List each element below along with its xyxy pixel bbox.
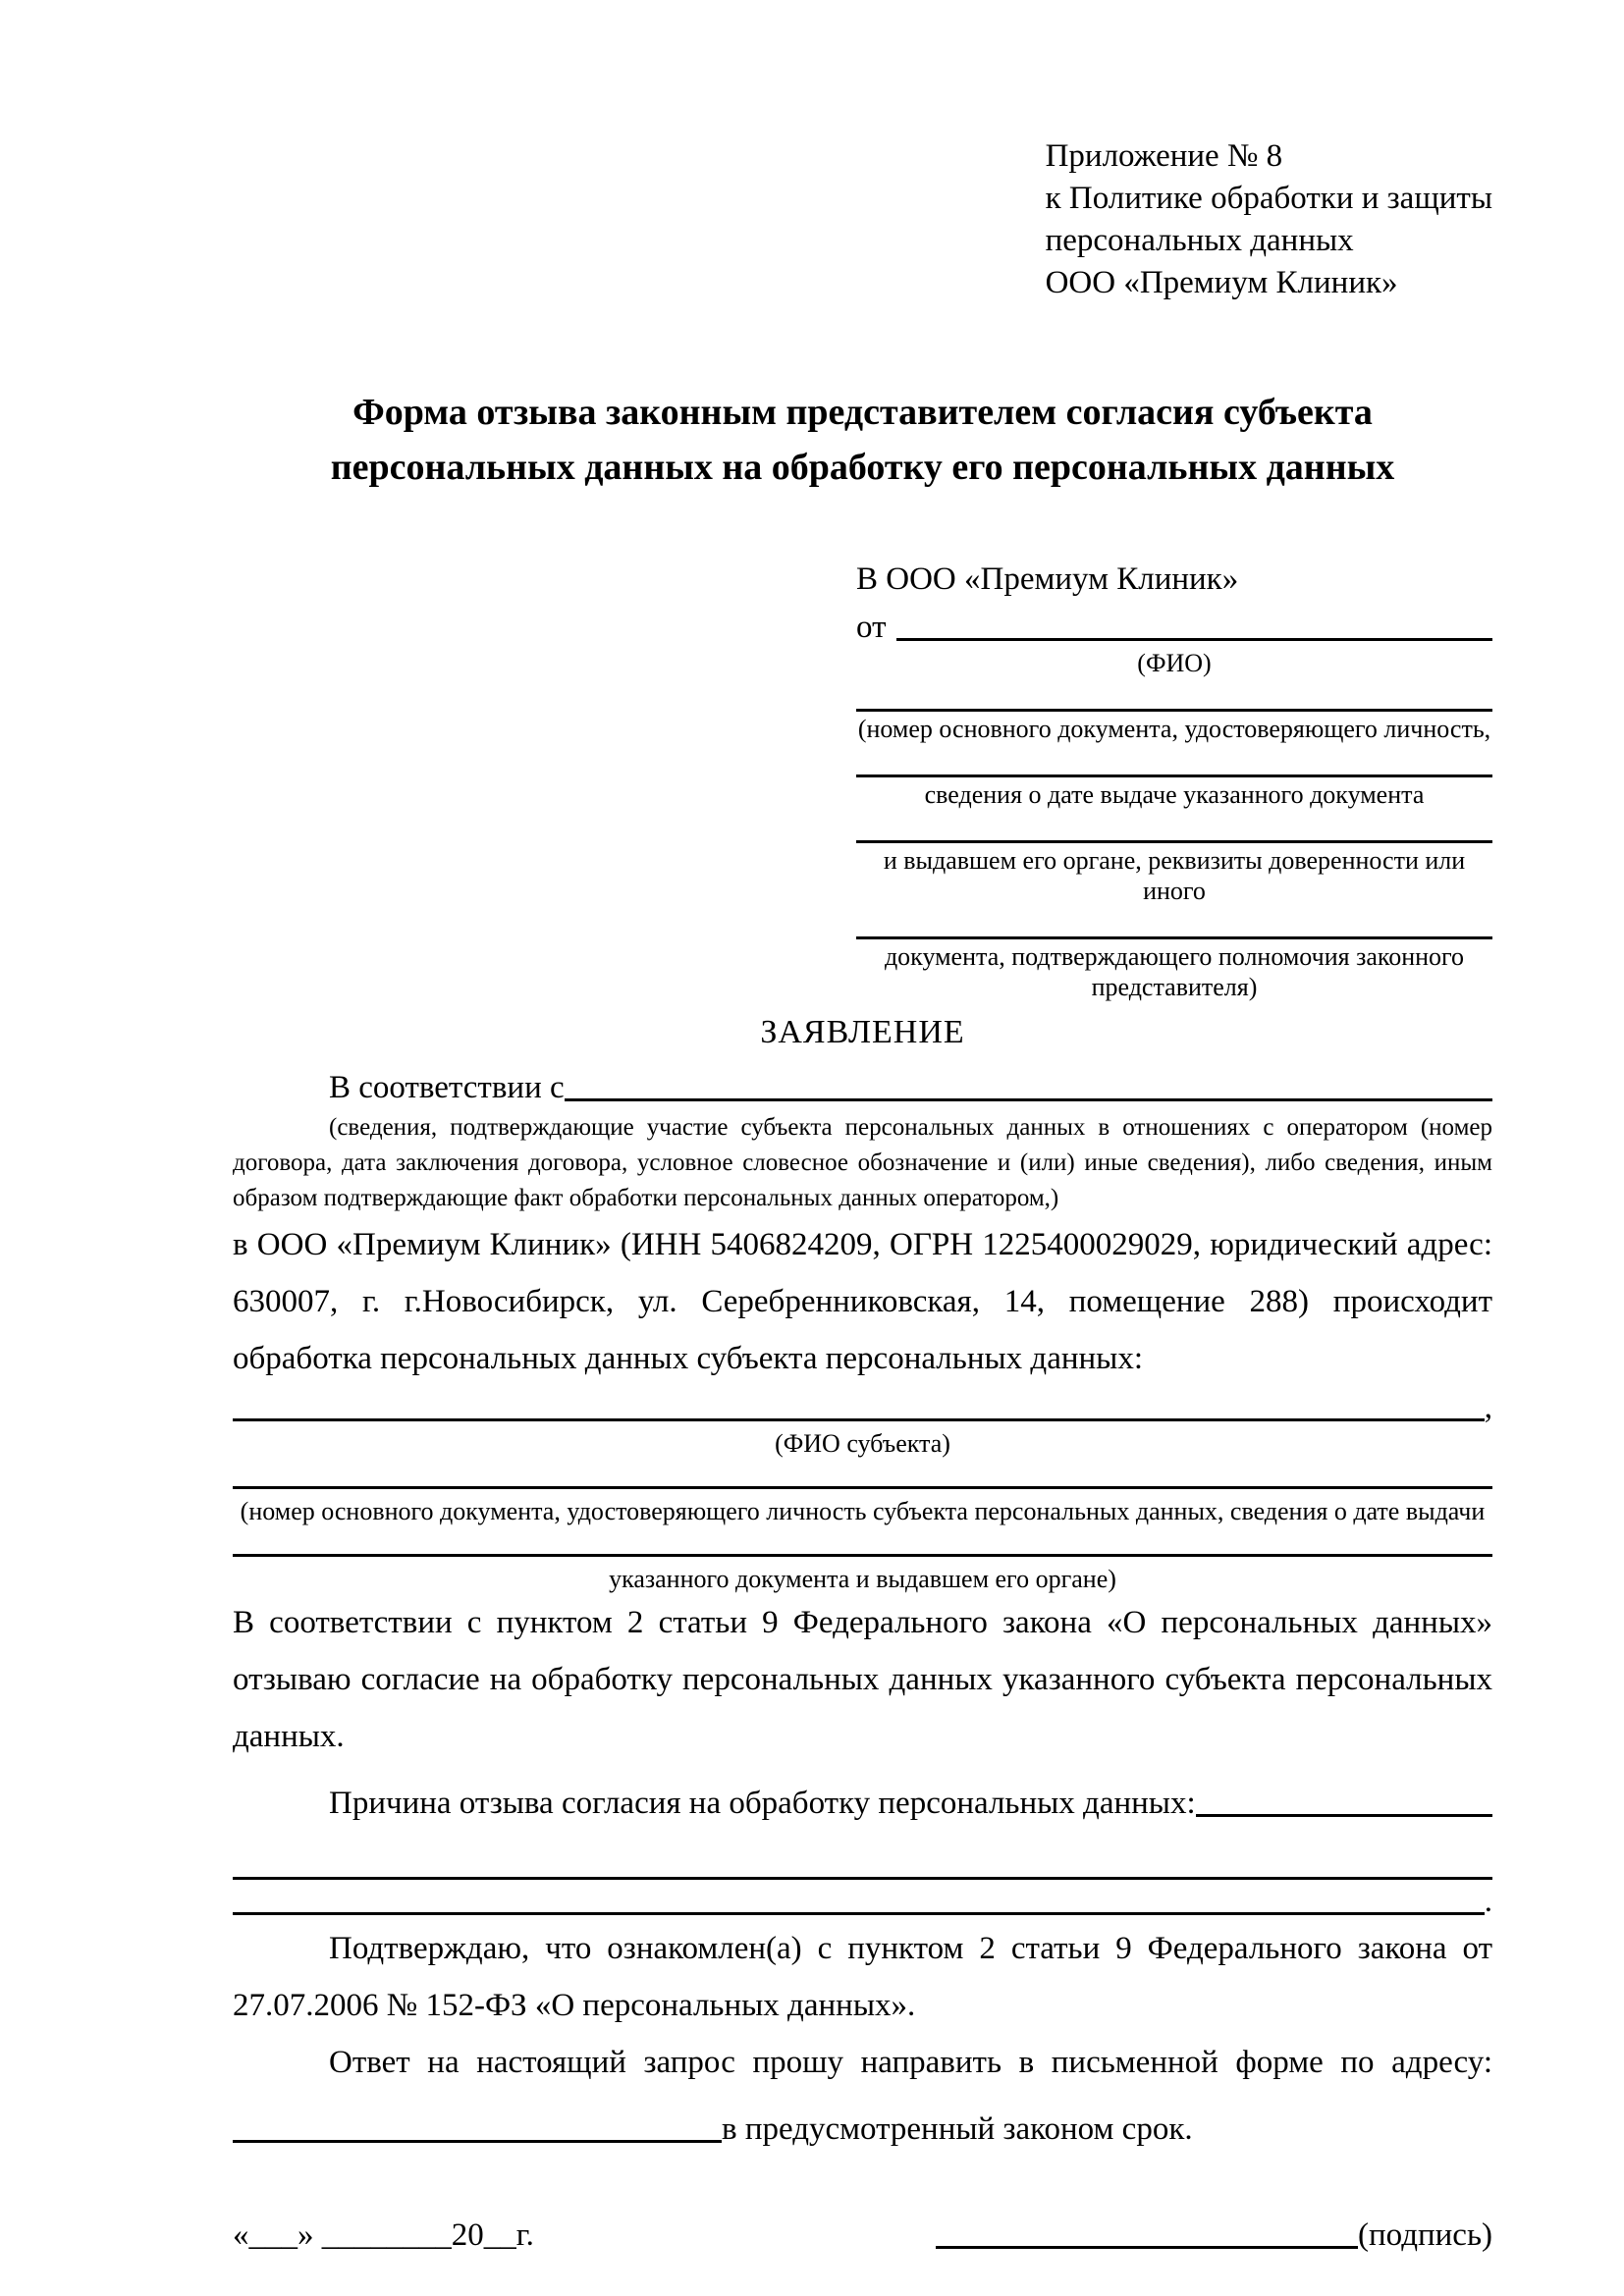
addressee-organization: В ООО «Премиум Клиник» <box>856 561 1239 597</box>
authority-document-caption: документа, подтверждающего полномочия законного представителя) <box>884 942 1465 1001</box>
signature-caption: (подпись) <box>1358 2217 1492 2253</box>
reason-extra-blank-line-2 <box>233 1912 1485 1915</box>
subject-fio-blank-line <box>233 1418 1485 1421</box>
subject-fio-comma: , <box>1484 1390 1492 1425</box>
subject-doc-blank-line-2 <box>233 1554 1492 1557</box>
footer-row <box>233 2205 1492 2254</box>
signature-blank-line <box>936 2246 1358 2249</box>
from-label: от <box>856 610 887 645</box>
reason-blank-line <box>1196 1814 1492 1817</box>
basis-blank-line <box>565 1098 1492 1101</box>
issue-date-field <box>856 744 1492 810</box>
doc-number-blank-line <box>856 678 1492 712</box>
issuing-authority-field <box>856 810 1492 906</box>
reason-extra-blank-line-1 <box>233 1877 1492 1880</box>
reason-extra-row-2 <box>233 1885 1492 1920</box>
subject-doc-row-1 <box>233 1459 1492 1494</box>
header-line-policy: к Политике обработки и защиты <box>1045 181 1492 216</box>
subject-doc-blank-line-1 <box>233 1486 1492 1489</box>
authority-document-blank-line <box>856 906 1492 939</box>
subject-doc-caption-2: указанного документа и выдавшем его органе) <box>609 1565 1116 1593</box>
header-block <box>1046 135 1492 304</box>
subject-fio-caption: (ФИО субъекта) <box>775 1429 950 1458</box>
reason-label: Причина отзыва согласия на обработку персональных данных: <box>329 1786 1196 1821</box>
confirmation-paragraph: Подтверждаю, что ознакомлен(а) с пунктом 2 статьи 9 Федерального закона от 27.07.2006 № 152-ФЗ «О персональных данных». <box>233 1931 1492 2023</box>
reply-line: Ответ на настоящий запрос прошу направить в письменной форме по адресу: <box>329 2045 1492 2080</box>
subject-doc-caption-1: (номер основного документа, удостоверяющего личность субъекта персональных данных, сведения о дате выдачи <box>240 1497 1486 1525</box>
reply-address-row <box>233 2091 1492 2148</box>
withdrawal-paragraph: В соответствии с пунктом 2 статьи 9 Федерального закона «О персональных данных» отзываю согласие на обработку персональных данных указанного субъекта персональных данных. <box>233 1605 1492 1754</box>
header-line-appendix: Приложение № 8 <box>1045 138 1283 174</box>
authority-document-field <box>856 906 1492 1002</box>
addressee-block <box>856 558 1492 1002</box>
issue-date-blank-line <box>856 744 1492 777</box>
reason-period: . <box>1484 1884 1492 1919</box>
date-placeholder: «___» ________20__г. <box>233 2217 534 2253</box>
address-blank-line <box>233 2140 722 2143</box>
from-row <box>856 601 1492 646</box>
reply-suffix: в предусмотренный законом срок. <box>722 2111 1193 2147</box>
subject-fio-row <box>233 1387 1492 1426</box>
doc-number-caption: (номер основного документа, удостоверяющего личность, <box>857 715 1491 743</box>
doc-number-field <box>856 678 1492 744</box>
issuing-authority-blank-line <box>856 810 1492 843</box>
basis-caption: (сведения, подтверждающие участие субъекта персональных данных в отношениях с оператором (номер договора, дата заключения договора, условное словесное обозначение и (или) иные сведения), либо сведения, иным образом подтверждающие факт обработки персональных данных оператором,) <box>233 1114 1492 1211</box>
reason-extra-row-1 <box>233 1836 1492 1885</box>
subject-doc-row-2 <box>233 1526 1492 1562</box>
statement-heading: ЗАЯВЛЕНИЕ <box>760 1014 965 1050</box>
header-line-personal-data: персональных данных <box>1045 223 1354 258</box>
basis-label: В соответствии с <box>329 1070 565 1105</box>
signature-block <box>936 2217 1492 2254</box>
issue-date-caption: сведения о дате выдаче указанного документа <box>924 780 1425 809</box>
reason-row <box>233 1765 1492 1822</box>
header-line-company: ООО «Премиум Клиник» <box>1045 265 1398 300</box>
from-blank-line <box>896 638 1493 641</box>
fio-caption: (ФИО) <box>1137 649 1212 677</box>
document-title: Форма отзыва законным представителем согласия субъекта персональных данных на обработку его персональных данных <box>330 392 1395 488</box>
basis-row <box>233 1055 1492 1106</box>
issuing-authority-caption: и выдавшем его органе, реквизиты доверенности или иного <box>883 846 1466 905</box>
operator-paragraph: в ООО «Премиум Клиник» (ИНН 5406824209, ОГРН 1225400029029, юридический адрес: 630007, г. г.Новосибирск, ул. Серебренниковская, 14, помещение 288) происходит обработка персональных данных субъекта персональных данных: <box>233 1227 1492 1376</box>
